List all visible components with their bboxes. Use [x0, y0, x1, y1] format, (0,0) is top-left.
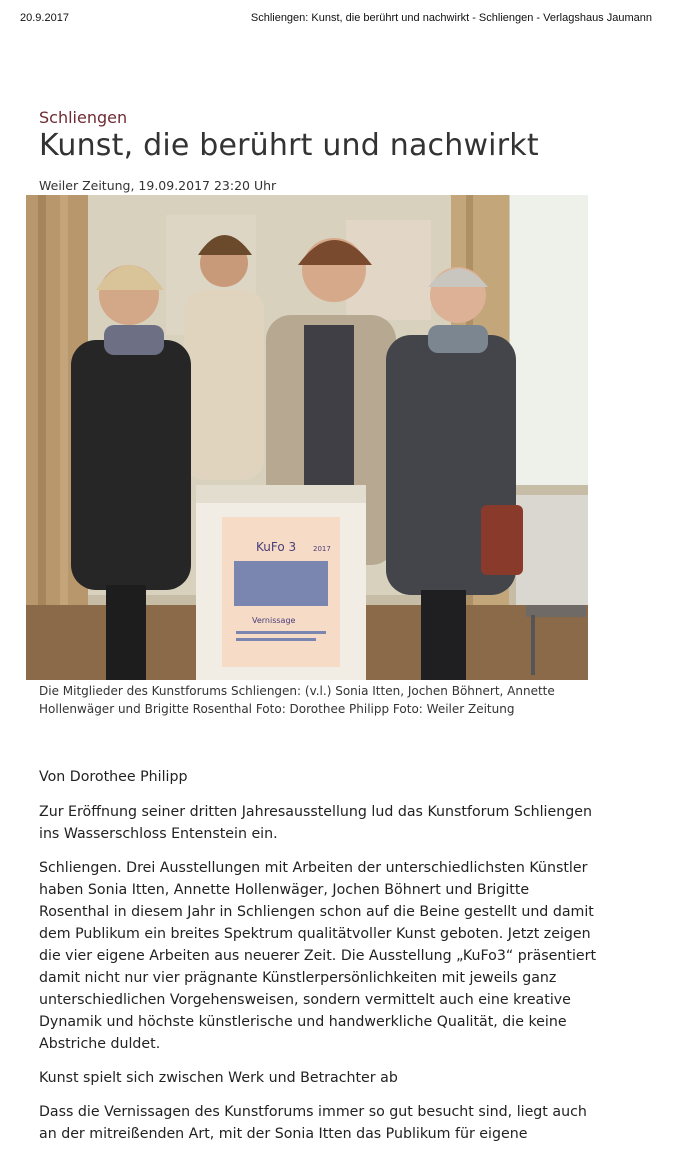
- print-page-title: Schliengen: Kunst, die berührt und nachwirkt - Schliengen - Verlagshaus Jaumann: [250, 12, 652, 24]
- print-date: 20.9.2017: [20, 12, 69, 24]
- article-subheading: Kunst spielt sich zwischen Werk und Betrachter ab: [39, 1070, 398, 1086]
- article-lead: Zur Eröffnung seiner dritten Jahresausstellung lud das Kunstforum Schliengen ins Wasserschloss Entenstein ein.: [39, 804, 592, 842]
- article-photo: [26, 195, 588, 680]
- article-paragraph: Schliengen. Drei Ausstellungen mit Arbeiten der unterschiedlichsten Künstler haben Sonia Itten, Annette Hollenwäger, Jochen Böhnert und Brigitte Rosenthal in diesem Jahr in Schliengen schon auf die Beine gestellt und damit dem Publikum ein breites Spektrum qualitätvoller Kunst geboten. Jetzt zeigen die vier eigene Arbeiten aus neuerer Zeit. Die Ausstellung „KuFo3“ präsentiert damit nicht nur vier prägnante Künstlerpersönlichkeiten mit jeweils ganz unterschiedlichen Vorgehensweisen, sondern vermittelt auch eine kreative Dynamik und höchste künstlerische und handwerkliche Qualität, die keine Abstriche duldet.: [39, 860, 597, 1052]
- article-headline: Kunst, die berührt und nachwirkt: [39, 128, 539, 163]
- article-paragraph: Dass die Vernissagen des Kunstforums immer so gut besucht sind, liegt auch an der mitreißenden Art, mit der Sonia Itten das Publikum für eigene: [39, 1104, 587, 1142]
- poster-year: 2017: [313, 545, 331, 553]
- article-author: Von Dorothee Philipp: [39, 769, 188, 785]
- poster-subtitle: Vernissage: [252, 616, 296, 625]
- poster-title: KuFo 3: [256, 540, 297, 554]
- photo-illustration: [26, 195, 588, 680]
- article-meta: Weiler Zeitung, 19.09.2017 23:20 Uhr: [39, 178, 277, 193]
- section-label[interactable]: Schliengen: [39, 108, 128, 127]
- photo-caption: Die Mitglieder des Kunstforums Schliengen: (v.l.) Sonia Itten, Jochen Böhnert, Annette Hollenwäger und Brigitte Rosenthal Foto: Dorothee Philipp Foto: Weiler Zeitung: [39, 684, 555, 716]
- article-body: [39, 766, 599, 1157]
